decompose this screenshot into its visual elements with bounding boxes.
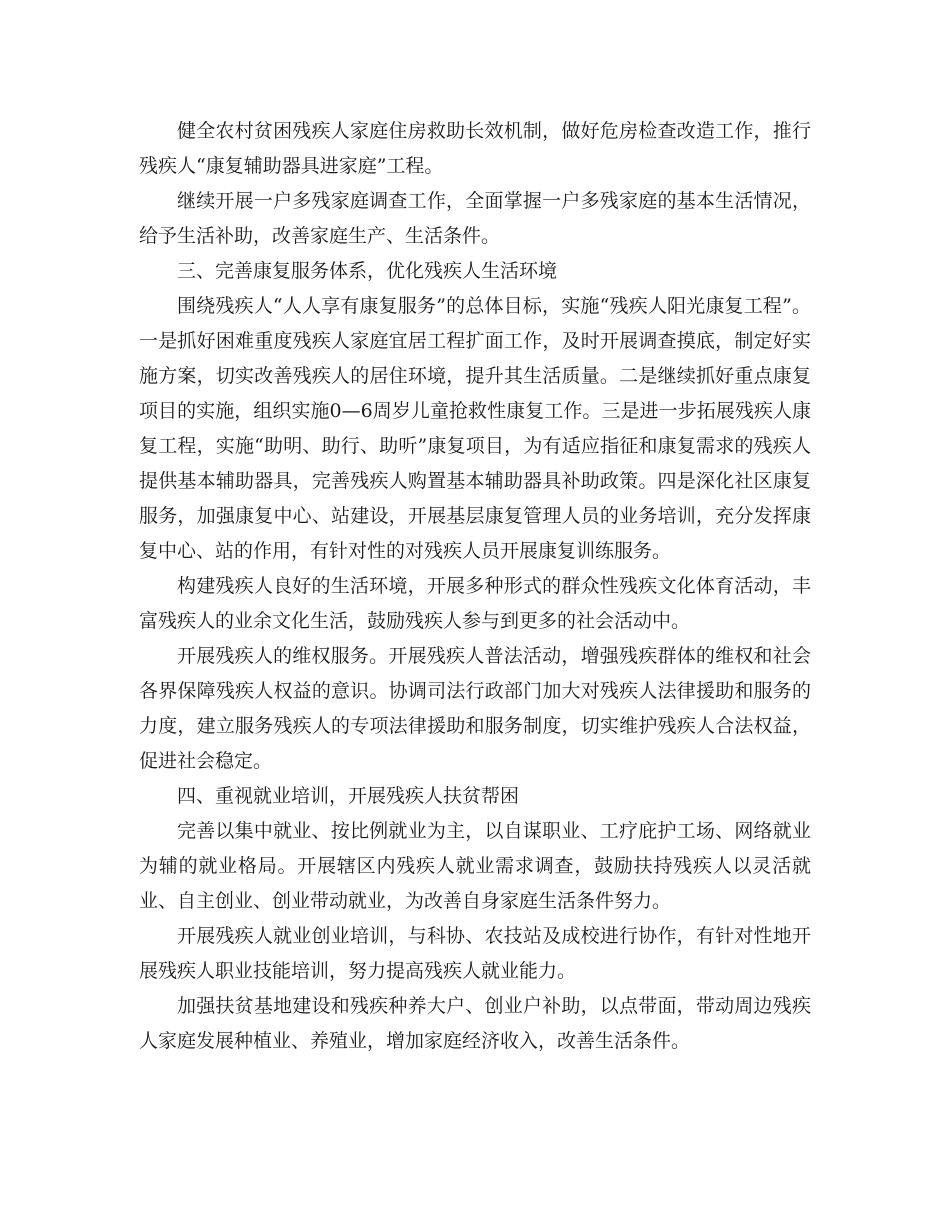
- paragraph-rights-protection: 开展残疾人的维权服务。开展残疾人普法活动，增强残疾群体的维权和社会各界保障残疾人权益的意识。协调司法行政部门加大对残疾人法律援助和服务的力度，建立服务残疾人的专项法律援助和服务制度，切实维护残疾人合法权益，促进社会稳定。: [139, 645, 811, 772]
- paragraph-multi-disability-survey: 继续开展一户多残家庭调查工作，全面掌握一户多残家庭的基本生活情况，给予生活补助，改善家庭生产、生活条件。: [139, 190, 811, 247]
- document-body: [139, 114, 811, 1059]
- section-heading-4: 四、重视就业培训，开展残疾人扶贫帮困: [177, 785, 520, 807]
- paragraph-employment-training: 开展残疾人就业创业培训，与科协、农技站及成校进行协作，有针对性地开展残疾人职业技能培训，努力提高残疾人就业能力。: [139, 925, 811, 982]
- paragraph-housing-aid: 健全农村贫困残疾人家庭住房救助长效机制，做好危房检查改造工作，推行残疾人“康复辅助器具进家庭”工程。: [139, 120, 811, 177]
- paragraph-employment-structure: 完善以集中就业、按比例就业为主，以自谋职业、工疗庇护工场、网络就业为辅的就业格局。开展辖区内残疾人就业需求调查，鼓励扶持残疾人以灵活就业、自主创业、创业带动就业，为改善自身家庭生活条件努力。: [139, 820, 811, 912]
- paragraph-living-environment: 构建残疾人良好的生活环境，开展多种形式的群众性残疾文化体育活动，丰富残疾人的业余文化生活，鼓励残疾人参与到更多的社会活动中。: [139, 575, 811, 632]
- section-heading-3: 三、完善康复服务体系，优化残疾人生活环境: [177, 260, 558, 282]
- paragraph-rehab-project: 围绕残疾人“人人享有康复服务”的总体目标，实施“残疾人阳光康复工程”。一是抓好困难重度残疾人家庭宜居工程扩面工作，及时开展调查摸底，制定好实施方案，切实改善残疾人的居住环境，提升其生活质量。二是继续抓好重点康复项目的实施，组织实施0—6周岁儿童抢救性康复工作。三是进一步拓展残疾人康复工程，实施“助明、助行、助听”康复项目，为有适应指征和康复需求的残疾人提供基本辅助器具，完善残疾人购置基本辅助器具补助政策。四是深化社区康复服务，加强康复中心、站建设，开展基层康复管理人员的业务培训，充分发挥康复中心、站的作用，有针对性的对残疾人员开展康复训练服务。: [139, 295, 811, 562]
- paragraph-poverty-base: 加强扶贫基地建设和残疾种养大户、创业户补助，以点带面，带动周边残疾人家庭发展种植业、养殖业，增加家庭经济收入，改善生活条件。: [139, 995, 811, 1052]
